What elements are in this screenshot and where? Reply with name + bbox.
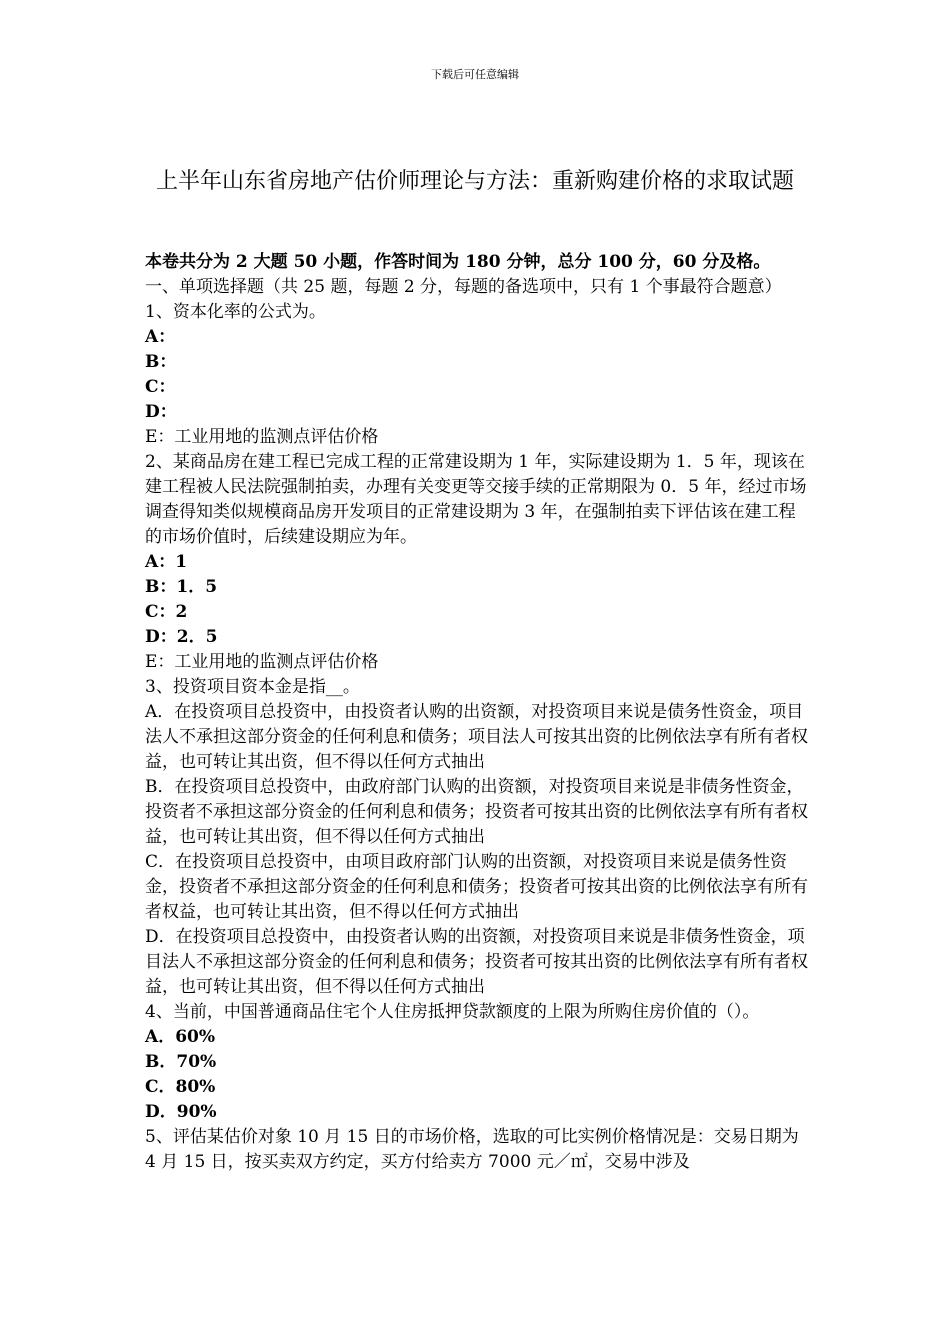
q3-option-b: B．在投资项目总投资中，由政府部门认购的出资额，对投资项目来说是非债务性资金，投资者不承担这部分资金的任何利息和债务；投资者可按其出资的比例依法享有所有者权益，也可转让其出资，但不得以任何方式抽出 (145, 777, 808, 847)
q2-option-b: B：1．5 (145, 577, 218, 597)
q1-option-b: B： (145, 352, 177, 372)
question-1-stem: 1、资本化率的公式为。 (145, 302, 326, 322)
exam-summary: 本卷共分为 2 大题 50 小题，作答时间为 180 分钟，总分 100 分，60 分及格。 (145, 252, 771, 272)
document-title: 上半年山东省房地产估价师理论与方法：重新购建价格的求取试题 (155, 169, 794, 194)
q4-option-b: B．70% (145, 1052, 217, 1072)
q1-option-a: A： (145, 327, 176, 347)
q4-option-a: A．60% (145, 1027, 216, 1047)
q2-option-c: C：2 (145, 602, 188, 622)
q1-option-d: D： (145, 402, 177, 422)
q2-option-d: D：2．5 (145, 627, 218, 647)
q4-option-c: C．80% (145, 1077, 216, 1097)
q1-option-e: E：工业用地的监测点评估价格 (145, 427, 379, 447)
document-body (145, 250, 810, 1175)
q2-option-e: E：工业用地的监测点评估价格 (145, 652, 379, 672)
header-note: 下载后可任意编辑 (431, 68, 519, 81)
q2-option-a: A：1 (145, 552, 188, 572)
question-3-stem: 3、投资项目资本金是指__。 (145, 677, 360, 697)
q4-option-d: D．90% (145, 1102, 217, 1122)
q3-option-c: C．在投资项目总投资中，由项目政府部门认购的出资额，对投资项目来说是债务性资金，投资者不承担这部分资金的任何利息和债务；投资者可按其出资的比例依法享有所有者权益，也可转让其出资，但不得以任何方式抽出 (145, 852, 808, 922)
question-5-stem: 5、评估某估价对象 10 月 15 日的市场价格，选取的可比实例价格情况是：交易日期为 4 月 15 日，按买卖双方约定，买方付给卖方 7000 元／㎡，交易中涉及 (145, 1127, 799, 1172)
question-2-stem: 2、某商品房在建工程已完成工程的正常建设期为 1 年，实际建设期为 1．5 年，现该在建工程被人民法院强制拍卖，办理有关变更等交接手续的正常期限为 0．5 年，经过市场调查得知类似规模商品房开发项目的正常建设期为 3 年，在强制拍卖下评估该在建工程的市场价值时，后续建设期应为年。 (145, 452, 807, 547)
section-heading: 一、单项选择题（共 25 题，每题 2 分，每题的备选项中，只有 1 个事最符合题意） (145, 277, 782, 297)
q1-option-c: C： (145, 377, 176, 397)
question-4-stem: 4、当前，中国普通商品住宅个人住房抵押贷款额度的上限为所购住房价值的（）。 (145, 1002, 760, 1022)
q3-option-a: A．在投资项目总投资中，由投资者认购的出资额，对投资项目来说是债务性资金，项目法人不承担这部分资金的任何利息和债务；项目法人可按其出资的比例依法享有所有者权益，也可转让其出资，但不得以任何方式抽出 (145, 702, 808, 772)
q3-option-d: D．在投资项目总投资中，由投资者认购的出资额，对投资项目来说是非债务性资金，项目法人不承担这部分资金的任何利息和债务；投资者可按其出资的比例依法享有所有者权益，也可转让其出资，但不得以任何方式抽出 (145, 927, 808, 997)
